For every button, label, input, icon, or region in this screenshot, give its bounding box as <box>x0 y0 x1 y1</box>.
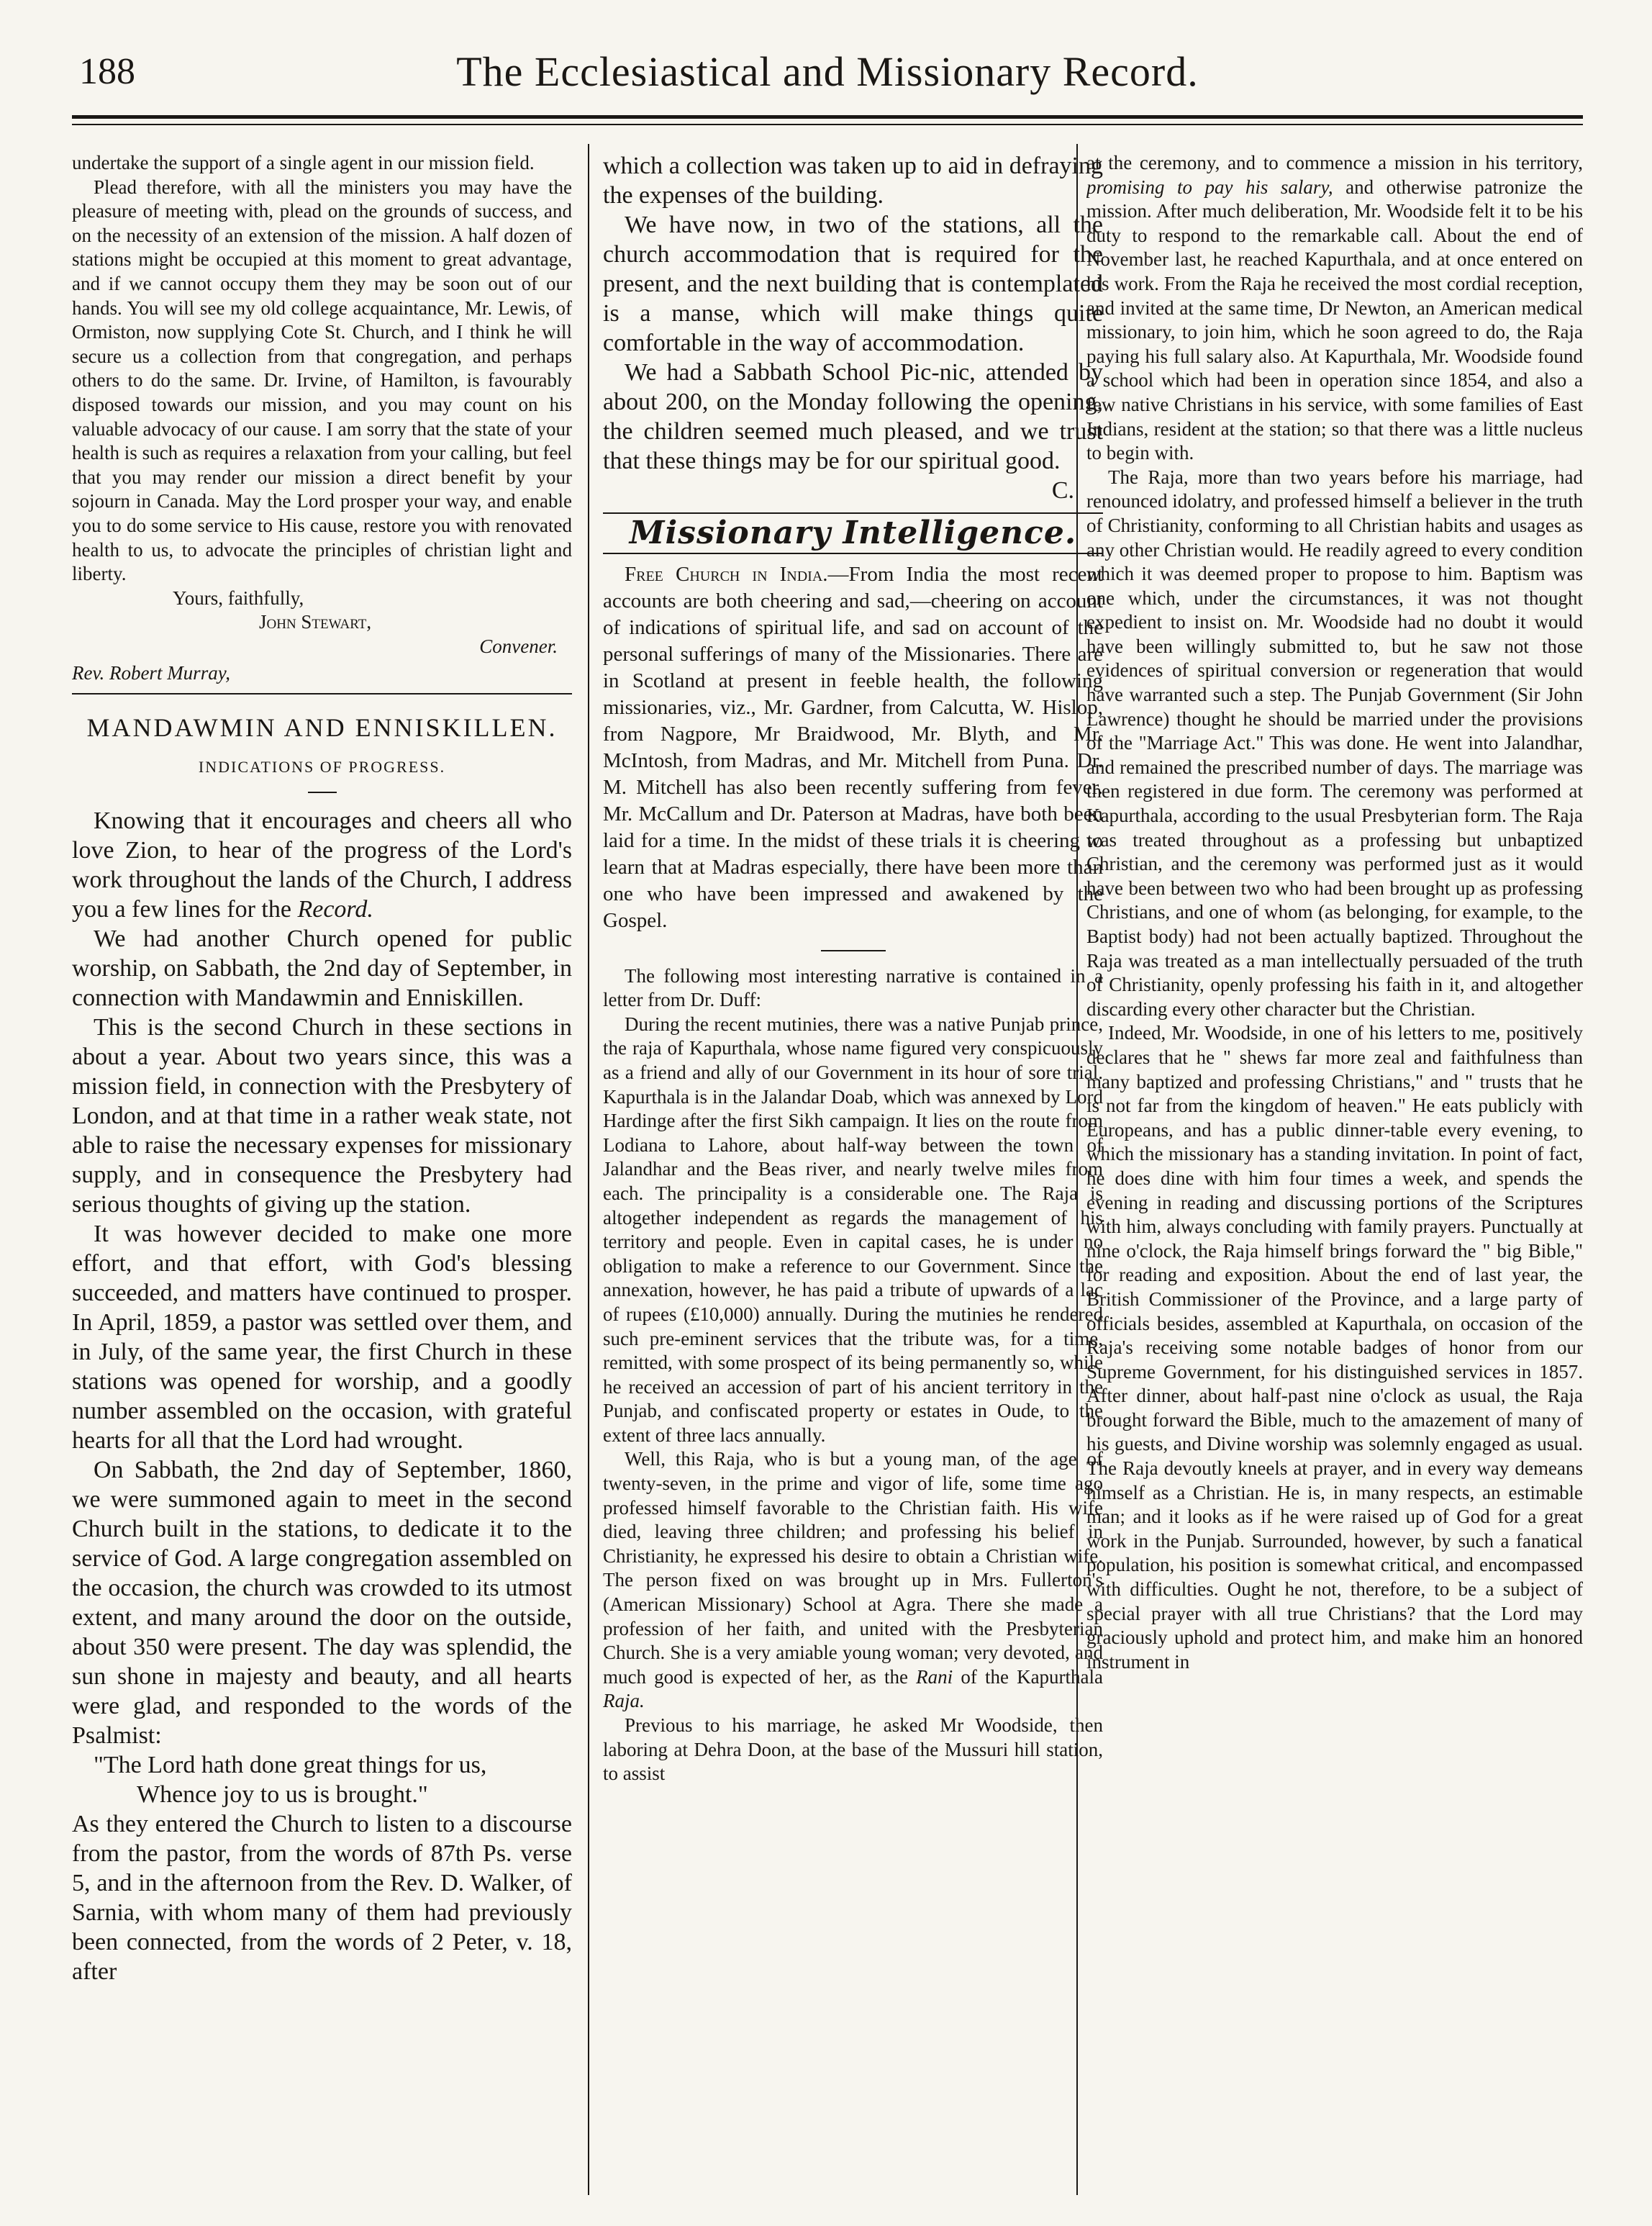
header-rule-thin <box>72 124 1583 125</box>
article-paragraph: The following most interesting narrative is contained in a letter from Dr. Duff: <box>603 964 1103 1011</box>
article-paragraph <box>603 561 1103 934</box>
article-heading: MANDAWMIN AND ENNISKILLEN. <box>86 713 558 743</box>
signature-name: John Stewart, <box>259 611 372 633</box>
article-paragraph: On Sabbath, the 2nd day of September, 1860, we were summoned again to meet in the second Church built in the stations, to dedicate it to the service of God. A large congregation assembled on the occasion, the church was crowded to its utmost extent, and many around the door on the outside, about 350 were present. The day was splendid, the sun shone in majesty and beauty, and all hearts were glad, and responded to the words of the Psalmist: <box>72 1457 572 1750</box>
article-text: and otherwise patronize the mission. After much deliberation, Mr. Woodside felt it to be his duty to respond to the remarkable call. About the end of November last, he reached Kapurthala, and at once entered on his work. From the Raja he received the most cordial reception, and invited at the same time, Dr Newton, an American medical missionary, to join him, which he soon agreed to do, the Raja paying his full salary also. At Kapurthala, Mr. Woodside found a school which had been in operation since 1854, and also a few native Christians in his service, with some families of East Indians, resident at the station; so that there was a little nucleus to begin with. <box>1086 176 1583 464</box>
section-title: Missionary Intelligence. <box>629 515 1077 551</box>
header-rule <box>72 115 1583 119</box>
article-text: —From India the most recent accounts are both cheering and sad,—cheering on account of indications of spiritual life, and sad on account of the personal sufferings of many of the Missionaries. There are in Scotland at present in feeble health, the following missionaries, viz., Mr. Gardner, from Calcutta, W. Hislop, from Nagpore, Mr Braidwood, Mr. Blyth, and Mr. McIntosh, from Madras, and Mr. Mitchell from Puna. Dr. M. Mitchell has also been recently suffering from fever. Mr. McCallum and Dr. Paterson at Madras, have both been laid for a time. In the midst of these trials it is cheering to learn that at Madras especially, there have been more than one who have been impressed and awakened by the Gospel. <box>603 562 1103 932</box>
column-right <box>1086 151 1583 2195</box>
signature-role: Convener. <box>479 635 558 657</box>
letter-addressee: Rev. Robert Murray, <box>72 662 230 684</box>
column-divider-1 <box>588 144 589 2195</box>
article-paragraph: We had another Church opened for public worship, on Sabbath, the 2nd day of September, in connection with Mandawmin and Enniskillen. <box>72 926 572 1012</box>
italic-salary: promising to pay his salary, <box>1086 176 1333 198</box>
article-subheading: INDICATIONS OF PROGRESS. <box>198 757 446 776</box>
italic-rani: Rani <box>916 1665 953 1688</box>
article-paragraph: which a collection was taken up to aid in defraying the expenses of the building. <box>603 153 1103 209</box>
article-paragraph <box>72 806 572 924</box>
article-lead: Free Church in India. <box>625 562 828 586</box>
article-signoff: C. <box>1051 477 1074 504</box>
column-left <box>72 151 572 2195</box>
italic-record: Record. <box>297 896 373 923</box>
letter-continuation: undertake the support of a single agent in our mission field. <box>72 152 535 173</box>
running-head <box>72 43 1583 101</box>
journal-title: The Ecclesiastical and Missionary Record. <box>456 48 1199 95</box>
short-rule <box>821 950 886 951</box>
page-number: 188 <box>79 51 135 92</box>
section-rule-bottom <box>603 553 1103 554</box>
column-middle <box>603 151 1103 2195</box>
article-paragraph: The Raja, more than two years before his marriage, had renounced idolatry, and professed himself a believer in the truth of Christianity, conforming to all Christian habits and usages as any other Christian would. He readily agreed to every condition which it was deemed proper to propose to him. Baptism was one which, under the circumstances, it was not thought expedient to insist on. Mr. Woodside had no doubt it would have been willingly submitted to, but he saw not those evidences of spiritual conversion or regeneration that would have warranted such a step. The Punjab Government (Sir John Lawrence) thought he should be married under the provisions of the "Marriage Act." This was done. He went into Jalandhar, and remained the prescribed number of days. The marriage was then registered in due form. The ceremony was performed at Kapurthala, according to the usual Presbyterian form. The Raja was treated throughout as a professing but unbaptized Christian, and the ceremony was performed just as it would have been between two who had been brought up as professing Christians, and one of whom (as belonging, for example, to the Baptist body) had not been actually baptized. Throughout the Raja was treated as a man intellectually persuaded of the truth of Christianity, openly professing his faith in it, and altogether discarding every other character but the Christian. <box>1086 466 1583 1020</box>
article-paragraph: It was however decided to make one more effort, and that effort, with God's blessing succeeded, and matters have continued to prosper. In April, 1859, a pastor was settled over them, and in July, of the same year, the first Church in these stations was opened for worship, and a goodly number assembled on the occasion, with grateful hearts for all that the Lord had wrought. <box>72 1221 572 1454</box>
article-paragraph: We had a Sabbath School Pic-nic, attended by about 200, on the Monday following the opening, the children seemed much pleased, and we trust that these things may be for our spiritual good. <box>603 359 1103 474</box>
article-paragraph: Indeed, Mr. Woodside, in one of his letters to me, positively declares that he " shews far more zeal and faithfulness than many baptized and professing Christians," and " trusts that he is not far from the kingdom of heaven." He eats publicly with Europeans, and has a public dinner-table every evening, to which the missionary has a standing invitation. In point of fact, he does dine with him four times a week, and spends the evening in reading and discussing portions of the Scriptures with him, always concluding with family prayers. Punctually at nine o'clock, the Raja himself brings forward the " big Bible," for reading and exposition. About the end of last year, the British Commissioner of the Province, and a large party of officials besides, assembled at Kapurthala, on occasion of the Raja's receiving some notable badges of honor from our Supreme Government, for his distinguished services in 1857. After dinner, about half-past nine o'clock as usual, the Raja brought forward the Bible, much to the amazement of many of his guests, and Divine worship was solemnly engaged as usual. The Raja devoutly kneels at prayer, and in every way demeans himself as a Christian. He is, in many respects, an estimable man; and it looks as if he were raised up of God for a great work in the Punjab. Surrounded, however, by such a fanatical population, his position is somewhat critical, and encompassed with difficulties. Ought he not, therefore, to be a subject of special prayer with all true Christians? that the Lord may graciously uphold and protect him, and make him an honored instrument in <box>1086 1022 1583 1673</box>
psalm-quote-line-1: "The Lord hath done great things for us, <box>94 1752 487 1779</box>
article-text: Well, this Raja, who is but a young man, of the age of twenty-seven, in the prime and vigor of life, some time ago professed himself favorable to the Christian faith. His wife died, leaving three children; and professing his belief in Christianity, he expressed his desire to obtain a Christian wife. The person fixed on was brought up in Mrs. Fullerton's (American Missionary) School at Agra. There she made a profession of her faith, and united with the Presbyterian Church. She is a very amiable young woman; very devoted, and much good is expected of her, as the <box>603 1448 1103 1688</box>
section-rule-top <box>603 512 1103 514</box>
article-paragraph <box>603 1447 1103 1714</box>
dash-separator <box>308 792 337 793</box>
article-text: Knowing that it encourages and cheers all who love Zion, to hear of the progress of the Lord's work throughout the lands of the Church, I address you a few lines for the <box>72 807 572 923</box>
psalm-quote-line-2: Whence joy to us is brought." <box>137 1781 428 1809</box>
article-divider <box>72 693 572 695</box>
italic-raja: Raja. <box>603 1690 645 1712</box>
article-paragraph: During the recent mutinies, there was a native Punjab prince, the raja of Kapurthala, whose name figured very conspicuously as a friend and ally of our Government in its hour of sore trial. Kapurthala is in the Jalandar Doab, which was annexed by Lord Hardinge after the first Sikh campaign. It lies on the route from Lodiana to Lahore, about half-way between the town of Jalandhar and the Beas river, and nearly twelve miles from each. The principality is a considerable one. The Raja is altogether independent as regards the management of his territory and people. Even in capital cases, he is under no obligation to make a reference to our Government. Since the annexation, however, he has paid a tribute of upwards of a lac of rupees (£10,000) annually. During the mutinies he rendered such pre-eminent services that the tribute was, for a time, remitted, with some prospect of its being permanently so, while he received an accession of part of his ancient territory in the Punjab, and confiscated property or estates in Oude, to the extent of three lacs annually. <box>603 1013 1103 1446</box>
article-paragraph: As they entered the Church to listen to a discourse from the pastor, from the words of 87th Ps. verse 5, and in the afternoon from the Rev. D. Walker, of Sarnia, with whom many of them had previously been connected, from the words of 2 Peter, v. 18, after <box>72 1811 572 1986</box>
letter-paragraph-plead: Plead therefore, with all the ministers you may have the pleasure of meeting with, plead on the grounds of success, and on the necessity of an extension of the mission. A half dozen of stations might be occupied at this moment to great advantage, and if we cannot occupy them they may be soon out of our hands. You will see my old college acquaintance, Mr. Lewis, of Ormiston, now supplying Cote St. Church, and I think he will secure us a collection from that congregation, and perhaps others to do the same. Dr. Irvine, of Hamilton, is favourably disposed towards our mission, and you may count on his valuable advocacy of our cause. I am sorry that the state of your health is such as requires a relaxation from your calling, but feel that you may render our mission a direct benefit by your sojourn in Canada. May the Lord prosper your way, and enable you to do some service to His cause, restore you with renovated health to us, to advocate the principles of christian light and liberty. <box>72 176 572 585</box>
article-text: at the ceremony, and to commence a mission in his territory, <box>1086 152 1583 173</box>
article-text: of the Kapurthala <box>961 1665 1103 1688</box>
letter-closing: Yours, faithfully, <box>173 587 304 609</box>
article-paragraph <box>1086 151 1583 466</box>
article-paragraph: We have now, in two of the stations, all the church accommodation that is required for the present, and the next building that is contemplated is a manse, which will make things quite comfortable in the way of accommodation. <box>603 212 1103 356</box>
article-paragraph: This is the second Church in these sections in about a year. About two years since, this was a mission field, in connection with the Presbytery of London, and at that time in a rather weak state, not able to raise the necessary expenses for missionary supply, and in consequence the Presbytery had serious thoughts of giving up the station. <box>72 1014 572 1218</box>
article-paragraph: Previous to his marriage, he asked Mr Woodside, then laboring at Dehra Doon, at the base of the Mussuri hill station, to assist <box>603 1714 1103 1785</box>
